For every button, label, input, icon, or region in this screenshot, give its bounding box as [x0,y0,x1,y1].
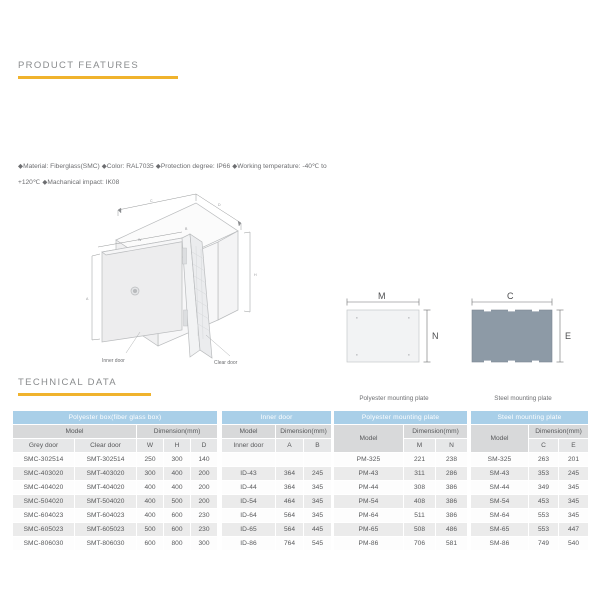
cell-value: 706 [404,537,436,551]
header-model: Model [222,425,276,439]
table-header-category [334,425,468,439]
cell-value: 345 [304,481,332,495]
dim-label-d: D [218,203,221,207]
spec-protection-degree: ◆Protection degree: IP66 [155,163,231,170]
table-row [471,453,589,467]
cell-value: 553 [529,523,559,537]
cell-value: 345 [559,495,589,509]
inner-door-table-body [222,453,332,551]
table-header-group [471,411,589,425]
table-row [334,481,468,495]
clear-door-label: Clear door [214,360,238,366]
table-header-group [334,411,468,425]
cell-model: ID-64 [222,509,276,523]
header-dimension: Dimension(mm) [529,425,589,439]
table-row [334,467,468,481]
column-w: W [137,439,164,453]
polyester-plate-table-body [334,453,468,551]
cell-value: 540 [559,537,589,551]
dim-label-h: H [254,273,257,277]
column-inner-door: Inner door [222,439,276,453]
cell-model: PM-44 [334,481,404,495]
cell-model: PM-64 [334,509,404,523]
cell-value: 564 [276,509,304,523]
cell-model: ID-86 [222,537,276,551]
cell-model: PM-65 [334,523,404,537]
cell-value: 764 [276,537,304,551]
cell-value: 345 [304,495,332,509]
cell-value: 250 [137,453,164,467]
table-row [13,523,218,537]
cell-value: 500 [164,495,191,509]
cell-value: 553 [529,509,559,523]
cell-value: 238 [436,453,468,467]
cell-model: ID-44 [222,481,276,495]
table-row [13,495,218,509]
cell-value [304,453,332,467]
group-header-polyester-plate: Polyester mounting plate [334,411,468,425]
dim-label-c-plate: C [507,291,514,301]
table-row [471,509,589,523]
table-row [13,537,218,551]
cell-value: SMT-806030 [75,537,137,551]
technical-data-section [18,377,151,396]
cell-value: SMT-504020 [75,495,137,509]
table-row [334,537,468,551]
cell-model: SMC-504020 [13,495,75,509]
cell-value: 447 [559,523,589,537]
cell-value: 140 [191,453,218,467]
table-row [222,523,332,537]
page-title-technical-data: TECHNICAL DATA [18,377,117,388]
column-m: M [404,439,436,453]
cell-model: ID-43 [222,467,276,481]
inner-door-table [221,410,332,551]
steel-mounting-plate-diagram [462,288,584,402]
cell-model: SMC-605023 [13,523,75,537]
cell-value: 400 [137,481,164,495]
enclosure-box-diagram [78,190,273,380]
table-header-category [222,425,332,439]
cell-model: SM-65 [471,523,529,537]
group-header-polyester-box: Polyester box(fiber glass box) [13,411,218,425]
polyester-box-table-wrapper [12,410,218,551]
cell-model [222,453,276,467]
table-row [13,453,218,467]
polyester-plate-table-wrapper [333,410,468,551]
cell-model: SMC-403020 [13,467,75,481]
cell-model: SM-44 [471,481,529,495]
polyester-box-table-body [13,453,218,551]
cell-value: 445 [304,523,332,537]
cell-value: 600 [164,509,191,523]
cell-value: 400 [164,467,191,481]
cell-value: 800 [164,537,191,551]
table-row [13,467,218,481]
cell-value: 300 [191,537,218,551]
polyester-plate-caption: Polyester mounting plate [359,395,429,402]
cell-value: 230 [191,523,218,537]
cell-value: 453 [529,495,559,509]
cell-value: SMT-605023 [75,523,137,537]
column-b: B [304,439,332,453]
header-model: Model [334,425,404,453]
spec-mechanical-impact: ◆Machanical impact: IK08 [42,179,120,186]
cell-model: SMC-806030 [13,537,75,551]
column-grey-door: Grey door [13,439,75,453]
column-e: E [559,439,589,453]
spec-material: ◆Material: Fiberglass(SMC) [18,163,100,170]
cell-value: SMT-302514 [75,453,137,467]
inner-door-label: Inner door [102,358,125,364]
dim-label-m: M [378,291,386,301]
cell-value: SMT-604023 [75,509,137,523]
cell-model: SMC-302514 [13,453,75,467]
table-row [222,481,332,495]
steel-plate-table [470,410,589,551]
column-h: H [164,439,191,453]
cell-value: 263 [529,453,559,467]
dim-label-n: N [432,331,439,341]
dim-label-b: B [185,227,188,231]
cell-value: 345 [559,509,589,523]
table-header-columns [222,439,332,453]
cell-value: 200 [191,481,218,495]
cell-value: 300 [137,467,164,481]
cell-value: 353 [529,467,559,481]
cell-value: 386 [436,495,468,509]
product-features-section [18,60,178,79]
cell-value: 486 [436,523,468,537]
spec-working-temperature: ◆Working temperature: -40℃ to +120℃ [18,163,327,186]
cell-model: ID-54 [222,495,276,509]
table-header-category [471,425,589,439]
cell-value: 500 [137,523,164,537]
cell-value: 400 [164,481,191,495]
table-row [13,481,218,495]
cell-model: SMC-404020 [13,481,75,495]
header-dimension: Dimension(mm) [276,425,332,439]
cell-value: 345 [304,509,332,523]
inner-door-table-wrapper [221,410,332,551]
cell-value: 200 [191,467,218,481]
cell-value: 230 [191,509,218,523]
cell-value: 286 [436,467,468,481]
table-row [334,495,468,509]
table-row [471,481,589,495]
cell-value: 386 [436,481,468,495]
column-c: C [529,439,559,453]
cell-value [276,453,304,467]
cell-value: 408 [404,495,436,509]
table-row [471,495,589,509]
cell-model: PM-54 [334,495,404,509]
cell-value: 245 [559,467,589,481]
cell-model: PM-43 [334,467,404,481]
table-row [334,509,468,523]
table-header-group [13,411,218,425]
cell-value: 311 [404,467,436,481]
table-header-category [13,425,218,439]
cell-model: ID-65 [222,523,276,537]
table-row [222,467,332,481]
table-row [471,523,589,537]
polyester-plate-table [333,410,468,551]
dim-label-e: E [565,331,572,341]
cell-value: 600 [137,537,164,551]
dim-label-w: W [138,238,142,242]
section-underline-technical [18,393,151,396]
table-row [222,537,332,551]
table-row [222,495,332,509]
spec-color: ◆Color: RAL7035 [101,163,154,170]
table-row [222,453,332,467]
cell-model: SM-54 [471,495,529,509]
cell-value: 749 [529,537,559,551]
cell-value: 201 [559,453,589,467]
cell-value: 345 [559,481,589,495]
group-header-inner-door: Inner door [222,411,332,425]
cell-value: 564 [276,523,304,537]
column-n: N [436,439,468,453]
cell-value: 545 [304,537,332,551]
column-a: A [276,439,304,453]
table-header-columns [13,439,218,453]
cell-value: 221 [404,453,436,467]
cell-value: 581 [436,537,468,551]
cell-value: 400 [137,509,164,523]
column-clear-door: Clear door [75,439,137,453]
section-underline-features [18,76,178,79]
polyester-mounting-plate-diagram [335,288,453,402]
cell-value: 349 [529,481,559,495]
cell-value: 364 [276,467,304,481]
cell-value: 400 [137,495,164,509]
cell-value: 200 [191,495,218,509]
table-row [334,523,468,537]
cell-value: 308 [404,481,436,495]
group-header-steel-plate: Steel mounting plate [471,411,589,425]
cell-model: SM-64 [471,509,529,523]
cell-model: SM-43 [471,467,529,481]
dim-label-c: C [150,199,153,203]
cell-model: PM-86 [334,537,404,551]
column-d: D [191,439,218,453]
table-header-group [222,411,332,425]
cell-model: PM-325 [334,453,404,467]
table-row [471,467,589,481]
table-row [334,453,468,467]
table-row [471,537,589,551]
cell-value: 600 [164,523,191,537]
header-model: Model [13,425,137,439]
feature-spec-paragraph [18,158,328,190]
cell-model: SMC-604023 [13,509,75,523]
steel-plate-caption: Steel mounting plate [494,395,552,402]
header-dimension: Dimension(mm) [404,425,468,439]
header-dimension: Dimension(mm) [137,425,218,439]
cell-value: SMT-404020 [75,481,137,495]
page-title-product-features: PRODUCT FEATURES [18,60,140,71]
cell-model: SM-86 [471,537,529,551]
cell-value: 511 [404,509,436,523]
dim-label-a: A [86,297,89,301]
cell-value: 464 [276,495,304,509]
cell-model: SM-325 [471,453,529,467]
cell-value: 300 [164,453,191,467]
cell-value: 364 [276,481,304,495]
table-row [222,509,332,523]
cell-value: 508 [404,523,436,537]
table-row [13,509,218,523]
steel-plate-table-wrapper [470,410,589,551]
polyester-box-table [12,410,218,551]
header-model: Model [471,425,529,453]
cell-value: 245 [304,467,332,481]
cell-value: 386 [436,509,468,523]
steel-plate-table-body [471,453,589,551]
cell-value: SMT-403020 [75,467,137,481]
